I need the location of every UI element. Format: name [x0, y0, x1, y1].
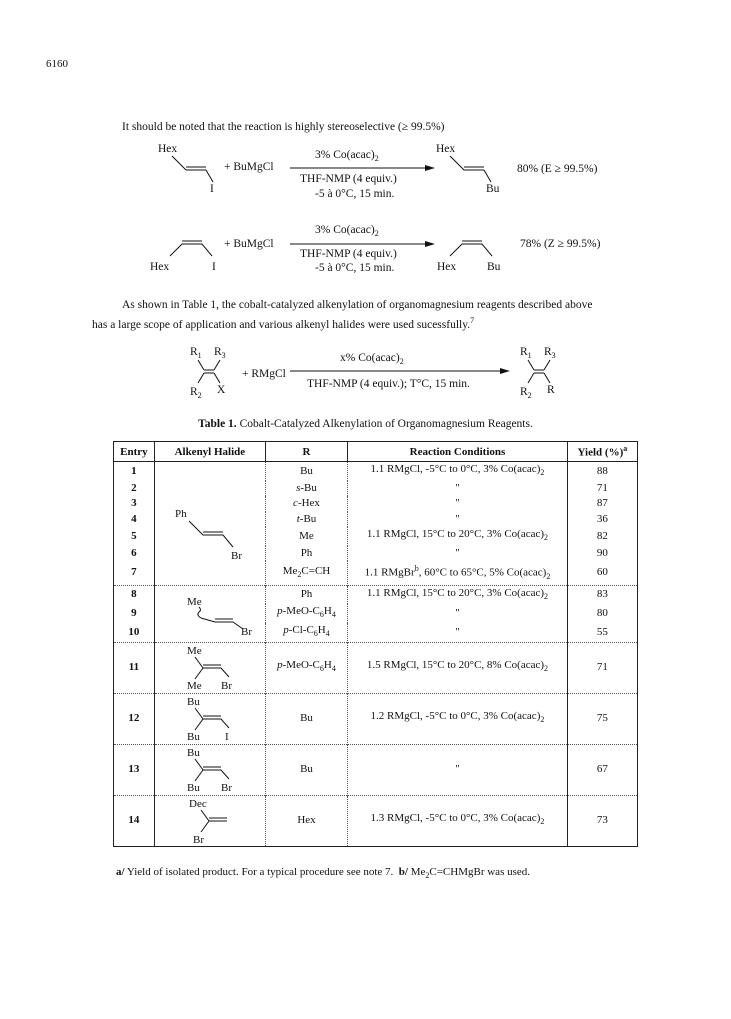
table-row: 9 $p-MeO-C_6H_4$ " 80	[114, 604, 638, 623]
table-row: 14 Dec Br Hex 1.3 RMgCl, -5°C to 0°C, 3% $Co(acac)_2$ 73	[114, 795, 638, 846]
results-table	[113, 441, 638, 847]
svg-text:Bu: Bu	[186, 695, 200, 708]
paragraph-line-1: As shown in Table 1, the cobalt-catalyzed alkenylation of organomagnesium reagents described above	[122, 299, 593, 311]
scheme1-temp: -5 à 0°C, 15 min.	[315, 188, 395, 200]
svg-text:Br: Br	[220, 781, 232, 794]
svg-text:Bu: Bu	[186, 781, 200, 794]
table-caption: Table 1. Cobalt-Catalyzed Alkenylation of Organomagnesium Reagents.	[198, 418, 533, 430]
table-row: 10 $p-Cl-C_6H_4$ " 55	[114, 623, 638, 642]
table-row: 13 Bu Bu Br Bu " 67	[114, 744, 638, 795]
table-row: 1 Ph Br Bu 1.1 RMgCl, -5°C to 0°C, 3% $Co(acac)_2$ 88	[114, 462, 638, 481]
scheme2-yield: 78% (Z ≥ 99.5%)	[520, 238, 601, 250]
scheme2-temp: -5 à 0°C, 15 min.	[315, 262, 395, 274]
svg-text:I: I	[224, 730, 229, 743]
scheme1-solvent: THF-NMP (4 equiv.)	[300, 173, 397, 185]
scheme-1	[150, 140, 630, 215]
scheme3-catalyst: x% $Co(acac)_2$	[340, 352, 404, 366]
scheme2-reagent: + BuMgCl	[224, 238, 274, 250]
paragraph-line-2: has a large scope of application and various alkenyl halides were used sucessfully.$^7$	[92, 316, 475, 331]
scheme2-product-left: Hex	[437, 261, 457, 273]
scheme1-yield: 80% (E ≥ 99.5%)	[517, 163, 598, 175]
svg-text:Br: Br	[230, 550, 242, 563]
svg-text:R3: $R_3$	[214, 346, 226, 360]
scheme1-catalyst: 3% $Co(acac)_2$	[315, 149, 379, 163]
svg-text:R1: $R_1$	[520, 346, 532, 360]
table-header-row	[114, 442, 638, 462]
scheme-2	[150, 218, 630, 278]
svg-text:R: R	[547, 384, 555, 396]
scheme1-product-top: Hex	[436, 143, 456, 155]
page-number: 6160	[46, 58, 68, 70]
body-paragraph	[92, 297, 652, 333]
header-alkenyl-halide: Alkenyl Halide	[154, 442, 265, 462]
svg-text:Dec: Dec	[188, 797, 207, 810]
svg-text:Bu: Bu	[186, 730, 200, 743]
svg-text:Me: Me	[186, 595, 202, 608]
scheme1-reagent: + BuMgCl	[224, 161, 274, 173]
scheme3-conditions: THF-NMP (4 equiv.); T°C, 15 min.	[307, 378, 470, 390]
header-r: R	[265, 442, 347, 462]
scheme-general	[190, 345, 570, 405]
scheme2-substrate-right: I	[212, 261, 216, 273]
svg-text:Br: Br	[240, 625, 252, 637]
scheme3-reagent: + RMgCl	[242, 368, 286, 380]
alkenyl-structure-6	[154, 795, 265, 846]
svg-text:R2: $R_2$	[520, 386, 532, 400]
table-row: 7 $Me_2C=CH$ 1.1 RMgBr$^b$, 60°C to 65°C, 5% $Co(acac)_2$ 60	[114, 561, 638, 585]
scheme2-product-right: Bu	[487, 261, 501, 273]
header-conditions: Reaction Conditions	[348, 442, 568, 462]
svg-text:Me: Me	[186, 679, 202, 692]
svg-text:Ph: Ph	[174, 508, 187, 521]
svg-text:Br: Br	[192, 833, 204, 846]
svg-text:R3: $R_3$	[544, 346, 556, 360]
table-row: 2 s-Bu " 71	[114, 481, 638, 497]
svg-text:Bu: Bu	[186, 746, 200, 759]
alkenyl-structure-5	[154, 744, 265, 795]
svg-text:X: X	[217, 384, 226, 396]
table-row: 6 Ph " 90	[114, 546, 638, 562]
scheme2-solvent: THF-NMP (4 equiv.)	[300, 248, 397, 260]
table-row: 4 t-Bu " 36	[114, 512, 638, 528]
alkenyl-structure-1	[154, 462, 265, 586]
intro-text: It should be noted that the reaction is highly stereoselective (≥ 99.5%)	[122, 121, 445, 133]
svg-text:R1: $R_1$	[190, 346, 202, 360]
header-entry: Entry	[114, 442, 155, 462]
scheme1-substrate-top: Hex	[158, 143, 178, 155]
scheme2-catalyst: 3% $Co(acac)_2$	[315, 224, 379, 238]
svg-text:Me: Me	[186, 644, 202, 657]
svg-text:R2: $R_2$	[190, 386, 202, 400]
header-yield: Yield (%)$^a$	[567, 442, 637, 462]
table-row: 11 Me Me Br $p-MeO-C_6H_4$ 1.5 RMgCl, 15°C to 20°C, 8% $Co(acac)_2$ 71	[114, 642, 638, 693]
alkenyl-structure-2	[154, 585, 265, 642]
svg-text:Br: Br	[220, 679, 232, 692]
scheme2-substrate-left: Hex	[150, 261, 170, 273]
scheme1-product-bottom: Bu	[486, 183, 500, 195]
table-row: 3 c-Hex " 87	[114, 496, 638, 512]
alkenyl-structure-4	[154, 693, 265, 744]
table-row: 8 Me Br Ph 1.1 RMgCl, 15°C to 20°C, 3% $Co(acac)_2$ 83	[114, 585, 638, 604]
table-row: 12 Bu Bu I Bu 1.2 RMgCl, -5°C to 0°C, 3% $Co(acac)_2$ 75	[114, 693, 638, 744]
alkenyl-structure-3	[154, 642, 265, 693]
table-footnote: a/ Yield of isolated product. For a typical procedure see note 7. b/ $Me_2C=CHMgBr$ was used.	[116, 866, 531, 881]
scheme1-substrate-bottom: I	[210, 183, 214, 195]
table-row: 5 Me 1.1 RMgCl, 15°C to 20°C, 3% $Co(acac)_2$ 82	[114, 527, 638, 546]
